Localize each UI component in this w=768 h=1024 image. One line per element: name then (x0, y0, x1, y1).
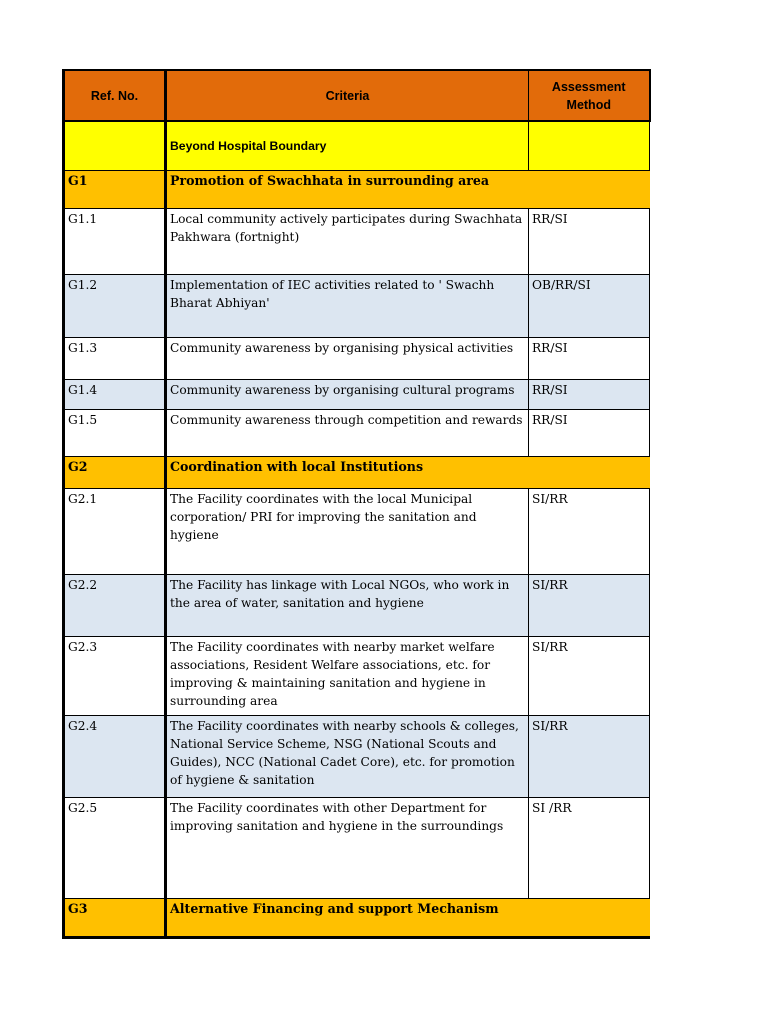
criteria-cell: The Facility has linkage with Local NGOs, who work in the area of water, sanitation and hygiene (166, 574, 529, 636)
ref-cell: G1.1 (64, 208, 166, 274)
ref-cell: G1.2 (64, 274, 166, 337)
criteria-cell: Promotion of Swachhata in surrounding area (166, 170, 529, 208)
table-row (64, 574, 650, 636)
criteria-cell: Local community actively participates during Swachhata Pakhwara (fortnight) (166, 208, 529, 274)
criteria-cell: Community awareness through competition and rewards (166, 409, 529, 456)
table-row (64, 488, 650, 574)
method-cell: SI/RR (529, 574, 650, 636)
ref-cell: G2.1 (64, 488, 166, 574)
criteria-cell: Implementation of IEC activities related to ' Swachh Bharat Abhiyan' (166, 274, 529, 337)
table-row (64, 636, 650, 715)
criteria-cell: Coordination with local Institutions (166, 456, 529, 488)
method-cell: RR/SI (529, 409, 650, 456)
section-row (64, 121, 650, 170)
criteria-cell: The Facility coordinates with the local Municipal corporation/ PRI for improving the sanitation and hygiene (166, 488, 529, 574)
method-cell: SI/RR (529, 488, 650, 574)
criteria-cell: Community awareness by organising physical activities (166, 337, 529, 379)
criteria-table (62, 69, 651, 939)
header-criteria: Criteria (166, 70, 529, 121)
table-row (64, 337, 650, 379)
table-row (64, 715, 650, 797)
header-method: Assessment Method (529, 70, 650, 121)
method-cell: SI/RR (529, 715, 650, 797)
section-method-cell (529, 121, 650, 170)
method-cell: RR/SI (529, 379, 650, 409)
ref-cell: G1 (64, 170, 166, 208)
table-row-group (64, 898, 650, 937)
ref-cell: G1.3 (64, 337, 166, 379)
ref-cell: G3 (64, 898, 166, 937)
method-cell (529, 456, 650, 488)
criteria-cell: Community awareness by organising cultural programs (166, 379, 529, 409)
table-row (64, 409, 650, 456)
method-cell: OB/RR/SI (529, 274, 650, 337)
criteria-cell: The Facility coordinates with other Department for improving sanitation and hygiene in the surroundings (166, 797, 529, 898)
criteria-cell: The Facility coordinates with nearby market welfare associations, Resident Welfare associations, etc. for improving & maintaining sanitation and hygiene in surrounding area (166, 636, 529, 715)
table-row (64, 208, 650, 274)
method-cell: SI/RR (529, 636, 650, 715)
ref-cell: G2.2 (64, 574, 166, 636)
section-ref-cell (64, 121, 166, 170)
ref-cell: G2.3 (64, 636, 166, 715)
criteria-cell: Alternative Financing and support Mechanism (166, 898, 529, 937)
ref-cell: G1.4 (64, 379, 166, 409)
ref-cell: G2 (64, 456, 166, 488)
method-cell (529, 898, 650, 937)
table-row (64, 379, 650, 409)
header-ref: Ref. No. (64, 70, 166, 121)
method-cell (529, 170, 650, 208)
table-row-group (64, 456, 650, 488)
table-row (64, 797, 650, 898)
ref-cell: G2.5 (64, 797, 166, 898)
criteria-cell: The Facility coordinates with nearby schools & colleges, National Service Scheme, NSG (National Scouts and Guides), NCC (National Cadet Core), etc. for promotion of hygiene & sanitation (166, 715, 529, 797)
method-cell: SI /RR (529, 797, 650, 898)
section-title: Beyond Hospital Boundary (166, 121, 529, 170)
table-row (64, 274, 650, 337)
table-row-group (64, 170, 650, 208)
header-row (64, 70, 650, 121)
ref-cell: G1.5 (64, 409, 166, 456)
method-cell: RR/SI (529, 337, 650, 379)
ref-cell: G2.4 (64, 715, 166, 797)
method-cell: RR/SI (529, 208, 650, 274)
